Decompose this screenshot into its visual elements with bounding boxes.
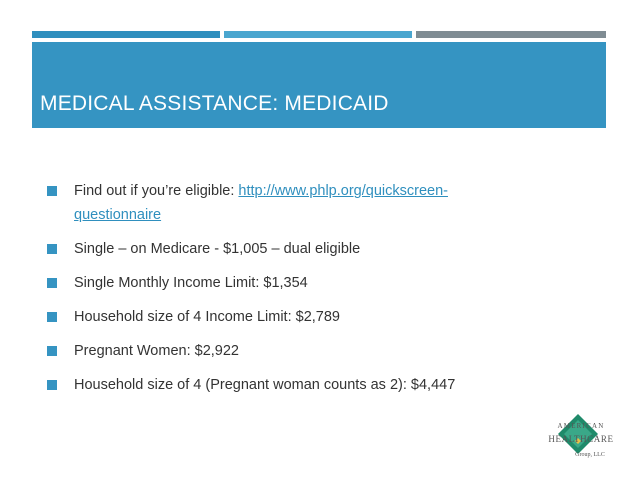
bullet-marker xyxy=(47,186,57,196)
logo-line3: Group, LLC xyxy=(575,452,605,458)
bullet-marker xyxy=(47,278,57,288)
bullet-text: Find out if you’re eligible: xyxy=(74,183,239,199)
quickscreen-link-line2: questionnaire xyxy=(74,207,162,223)
title-bar xyxy=(32,42,606,128)
quickscreen-link-line1: http://www.phlp.org/quickscreen- xyxy=(238,183,448,199)
bullet-eligibility xyxy=(47,179,567,227)
bullet-household-4-pregnant xyxy=(47,373,567,397)
accent-stripe-2 xyxy=(224,31,412,38)
bullet-single-medicare xyxy=(47,237,567,261)
accent-stripe-3 xyxy=(416,31,606,38)
logo-line1: AMERICAN xyxy=(557,422,605,430)
bullet-text: Household size of 4 (Pregnant woman counts as 2): $4,447 xyxy=(74,377,456,393)
bullet-marker xyxy=(47,312,57,322)
bullet-list xyxy=(47,179,567,407)
accent-stripe-1 xyxy=(32,31,220,38)
logo-line2: HEALTHCARE xyxy=(548,434,614,444)
american-healthcare-logo xyxy=(538,412,624,470)
bullet-text: Household size of 4 Income Limit: $2,789 xyxy=(74,309,340,325)
bullet-text: Pregnant Women: $2,922 xyxy=(74,343,239,359)
bullet-marker xyxy=(47,380,57,390)
bullet-single-monthly xyxy=(47,271,567,295)
bullet-marker xyxy=(47,244,57,254)
bullet-pregnant-women xyxy=(47,339,567,363)
slide-title: MEDICAL ASSISTANCE: MEDICAID xyxy=(40,92,389,115)
bullet-text: Single Monthly Income Limit: $1,354 xyxy=(74,275,308,291)
bullet-text: Single – on Medicare - $1,005 – dual eligible xyxy=(74,241,361,257)
bullet-marker xyxy=(47,346,57,356)
bullet-household-4 xyxy=(47,305,567,329)
